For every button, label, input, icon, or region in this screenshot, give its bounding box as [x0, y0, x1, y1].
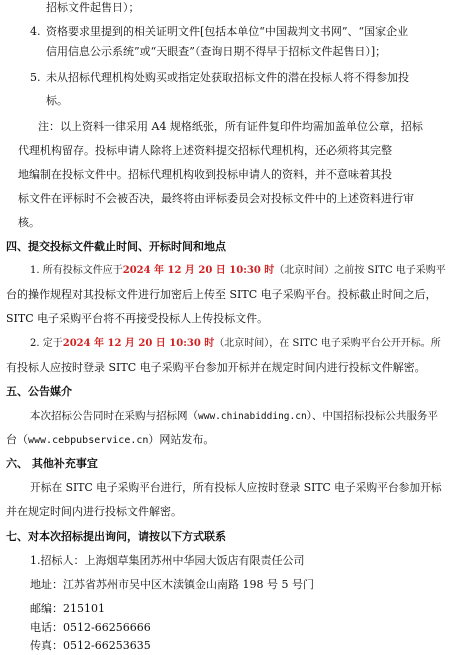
cebpubservice-link[interactable]: www.cebpubservice.cn	[28, 435, 149, 446]
media-text-a: 本次招标公告同时在采购与招标网（	[30, 410, 198, 422]
item-5-line-2: 标。	[46, 94, 68, 107]
deadline-suffix: （北京时间）之前按 SITC 电子采购平	[274, 265, 446, 276]
note-line-4: 标文件在评标时不会被否决，最终将由评标委员会对投标文件中的上述资料进行审	[18, 192, 414, 205]
tenderer-label: 1.招标人：	[30, 554, 85, 567]
phone-label: 电话：	[30, 621, 63, 634]
deadline-date: 2024 年 12 月 20 日 10:30 时	[122, 265, 275, 276]
media-text-c: 台（	[6, 433, 28, 446]
section-5-line-1	[30, 408, 438, 424]
item-4-number: 4.	[30, 25, 41, 38]
opening-prefix: 2. 定于	[30, 338, 63, 349]
section-6-heading: 六、 其他补充事宜	[6, 457, 98, 470]
item-5-line-1: 未从招标代理机构处购买或指定处获取招标文件的潜在投标人将不得参加投	[46, 71, 409, 84]
previous-item-tail: 招标文件起售日）；	[46, 1, 140, 14]
address-label: 地址：	[30, 578, 63, 591]
phone-value: 0512-66256666	[63, 621, 151, 634]
chinabidding-link[interactable]: www.chinabidding.cn	[198, 411, 307, 422]
section-6-line-2: 并在规定时间内进行投标文件解密。	[6, 505, 182, 518]
section-7-heading: 七、对本次招标提出询问，请按以下方式联系	[6, 530, 226, 543]
section-4-paragraph-1-line-1	[30, 263, 446, 279]
media-text-b: ）、中国招标投标公共服务平	[306, 410, 438, 422]
item-5-number: 5.	[30, 71, 41, 84]
note-line-1: 注：以上资料一律采用 A4 规格纸张，所有证件复印件均需加盖单位公章，招标	[38, 120, 423, 133]
phone-row	[30, 620, 151, 636]
item-4-line-1: 资格要求里提到的相关证明文件[包括本单位“中国裁判文书网”、“国家企业	[46, 25, 409, 38]
opening-date: 2024 年 12 月 20 日 10:30 时	[62, 338, 215, 349]
media-text-d: ）网站发布。	[148, 433, 215, 446]
note-line-3: 地编制在投标文件中。招标代理机构收到投标申请人的资料，并不意味着其投	[18, 168, 392, 181]
item-4-line-2: 信用信息公示系统”或“天眼查”（查询日期不得早于招标文件起售日）]；	[46, 45, 387, 58]
section-4-paragraph-2-line-1	[30, 336, 441, 352]
section-5-line-2	[6, 432, 214, 448]
section-4-paragraph-2-line-2: 有投标人应按时登录 SITC 电子采购平台参加开标并在规定时间内进行投标文件解密。	[6, 361, 426, 374]
fax-value: 0512-66253635	[63, 639, 151, 652]
section-4-paragraph-1-line-2: 台的操作规程对其投标文件进行加密后上传至 SITC 电子采购平台。投标截止时间之后，	[6, 288, 437, 301]
fax-label: 传真：	[30, 639, 63, 652]
deadline-prefix: 1. 所有投标文件应于	[30, 265, 123, 276]
postcode-label: 邮编：	[30, 602, 63, 615]
section-4-heading: 四、提交投标文件截止时间、开标时间和地点	[6, 240, 226, 253]
tenderer-value: 上海烟草集团苏州中华园大饭店有限责任公司	[84, 554, 305, 567]
postcode-value: 215101	[63, 602, 105, 615]
opening-suffix: （北京时间），在 SITC 电子采购平台公开开标。所	[214, 338, 441, 349]
section-5-heading: 五、公告媒介	[6, 385, 72, 398]
address-row	[30, 577, 314, 593]
section-4-paragraph-1-line-3: SITC 电子采购平台将不再接受投标人上传投标文件。	[6, 312, 269, 325]
tenderer-row	[30, 553, 305, 569]
postcode-row	[30, 601, 105, 617]
note-line-5: 核。	[18, 216, 40, 229]
fax-row	[30, 638, 151, 654]
address-value: 江苏省苏州市吴中区木渎镇金山南路 198 号 5 号门	[63, 578, 314, 591]
note-line-2: 代理机构留存。投标申请人除将上述资料提交招标代理机构，还必须将其完整	[18, 144, 392, 157]
section-6-line-1: 开标在 SITC 电子采购平台进行，所有投标人应按时登录 SITC 电子采购平台参加开标	[30, 481, 442, 494]
